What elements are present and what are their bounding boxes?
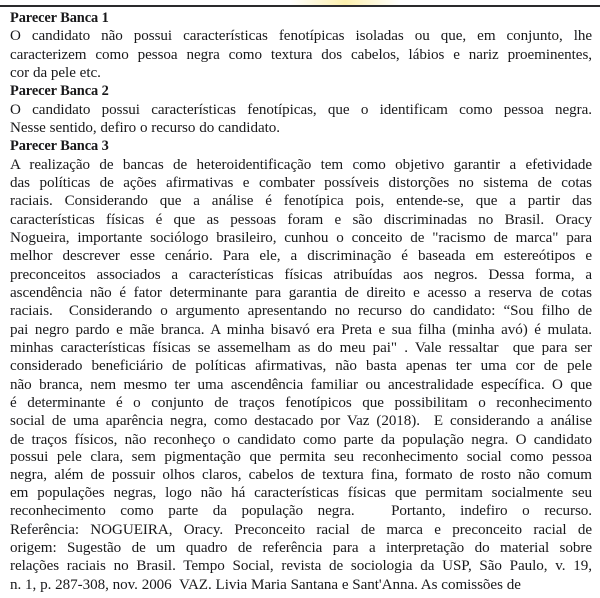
top-horizontal-rule	[0, 5, 600, 7]
text-line: não branca, nem mesmo ter uma ascendência familiar ou ancestralidade específica. O que	[10, 376, 592, 393]
text-line: em populações negras, logo não há características físicas que permitam socialmente seu	[10, 485, 592, 502]
section-heading-parecer-banca-1: Parecer Banca 1	[10, 10, 109, 26]
text-line: Referência: NOGUEIRA, Oracy. Preconceito racial de marca e preconceito racial de	[10, 521, 592, 538]
text-line: caracterizem como pessoa negra como textura dos cabelos, lábios e nariz proeminentes,	[10, 46, 592, 63]
section-heading-parecer-banca-3: Parecer Banca 3	[10, 138, 109, 155]
text-line: O candidato não possui características fenotípicas isoladas ou que, em conjunto, lhe	[10, 28, 592, 45]
text-line: pai negro pardo e mãe branca. A minha bisavó era Preta e sua filha (minha avó) é mulata.	[10, 321, 592, 338]
text-line: considerado beneficiário de políticas afirmativas, não basta apenas ter uma cor de pele	[10, 358, 592, 375]
text-line: é determinante é o conjunto de traços fenotípicos que possibilitam o reconhecimento	[10, 395, 592, 412]
text-line: cor da pele etc.	[10, 64, 101, 81]
text-line: de traços físicos, não reconheço o candidato como parte da população negra. O candidato	[10, 431, 592, 448]
text-line: social de uma aparência negra, como destacado por Vaz (2018). E considerando a análise	[10, 413, 592, 430]
text-line: relações raciais no Brasil. Tempo Social, revista de sociologia da USP, São Paulo, v. 19,	[10, 558, 592, 575]
text-line: possui pele clara, sem pigmentação que permita seu reconhecimento social como pessoa	[10, 449, 592, 466]
text-line: negra, além de possuir olhos claros, cabelos de textura fina, formato de rosto não comum	[10, 466, 592, 483]
text-line: melhor descrever esse cenário. Para ele, a discriminação é baseada em estereótipos e	[10, 248, 592, 265]
text-line: origem: Sugestão de um quadro de referência para a interpretação do material sobre	[10, 540, 592, 557]
text-line: reconhecimento como parte da população negra. Portanto, indefiro o recurso.	[10, 503, 592, 520]
section-heading-parecer-banca-2: Parecer Banca 2	[10, 83, 109, 100]
text-line: preconceitos associados a características físicas atribuídas aos negros. Dessa forma, a	[10, 266, 592, 283]
text-line: ascendência não é fator determinante para garantia de direito e acesso a reserva de cotas	[10, 285, 592, 302]
text-line: características físicas é que as pessoas foram e são discriminadas no Brasil. Oracy	[10, 211, 592, 228]
section-paragraph-parecer-banca-1	[10, 27, 592, 82]
section-paragraph-parecer-banca-3	[10, 156, 592, 595]
text-line: das políticas de ações afirmativas e combater possíveis distorções no sistema de cotas	[10, 174, 592, 191]
text-line: A realização de bancas de heteroidentificação tem como objetivo garantir a efetividade	[10, 156, 592, 173]
text-line: n. 1, p. 287-308, nov. 2006 VAZ. Livia Maria Santana e Sant'Anna. As comissões de	[10, 576, 521, 593]
text-line: minhas características físicas se assemelham as do meu pai" . Vale ressaltar que para ser	[10, 340, 592, 357]
document-text-body	[10, 9, 592, 594]
text-line: O candidato possui características fenotípicas, que o identificam como pessoa negra.	[10, 101, 592, 118]
text-line: Nesse sentido, defiro o recurso do candidato.	[10, 119, 280, 136]
text-line: raciais. Considerando o argumento apresentando no recurso do candidato: “Sou filho de	[10, 303, 592, 320]
text-line: Nogueira, importante sociólogo brasileiro, cunhou o conceito de "racismo de marca" para	[10, 229, 592, 246]
text-line: raciais. Considerando que a análise é fenotípica pois, entende-se, que a partir das	[10, 193, 592, 210]
section-paragraph-parecer-banca-2	[10, 101, 592, 138]
